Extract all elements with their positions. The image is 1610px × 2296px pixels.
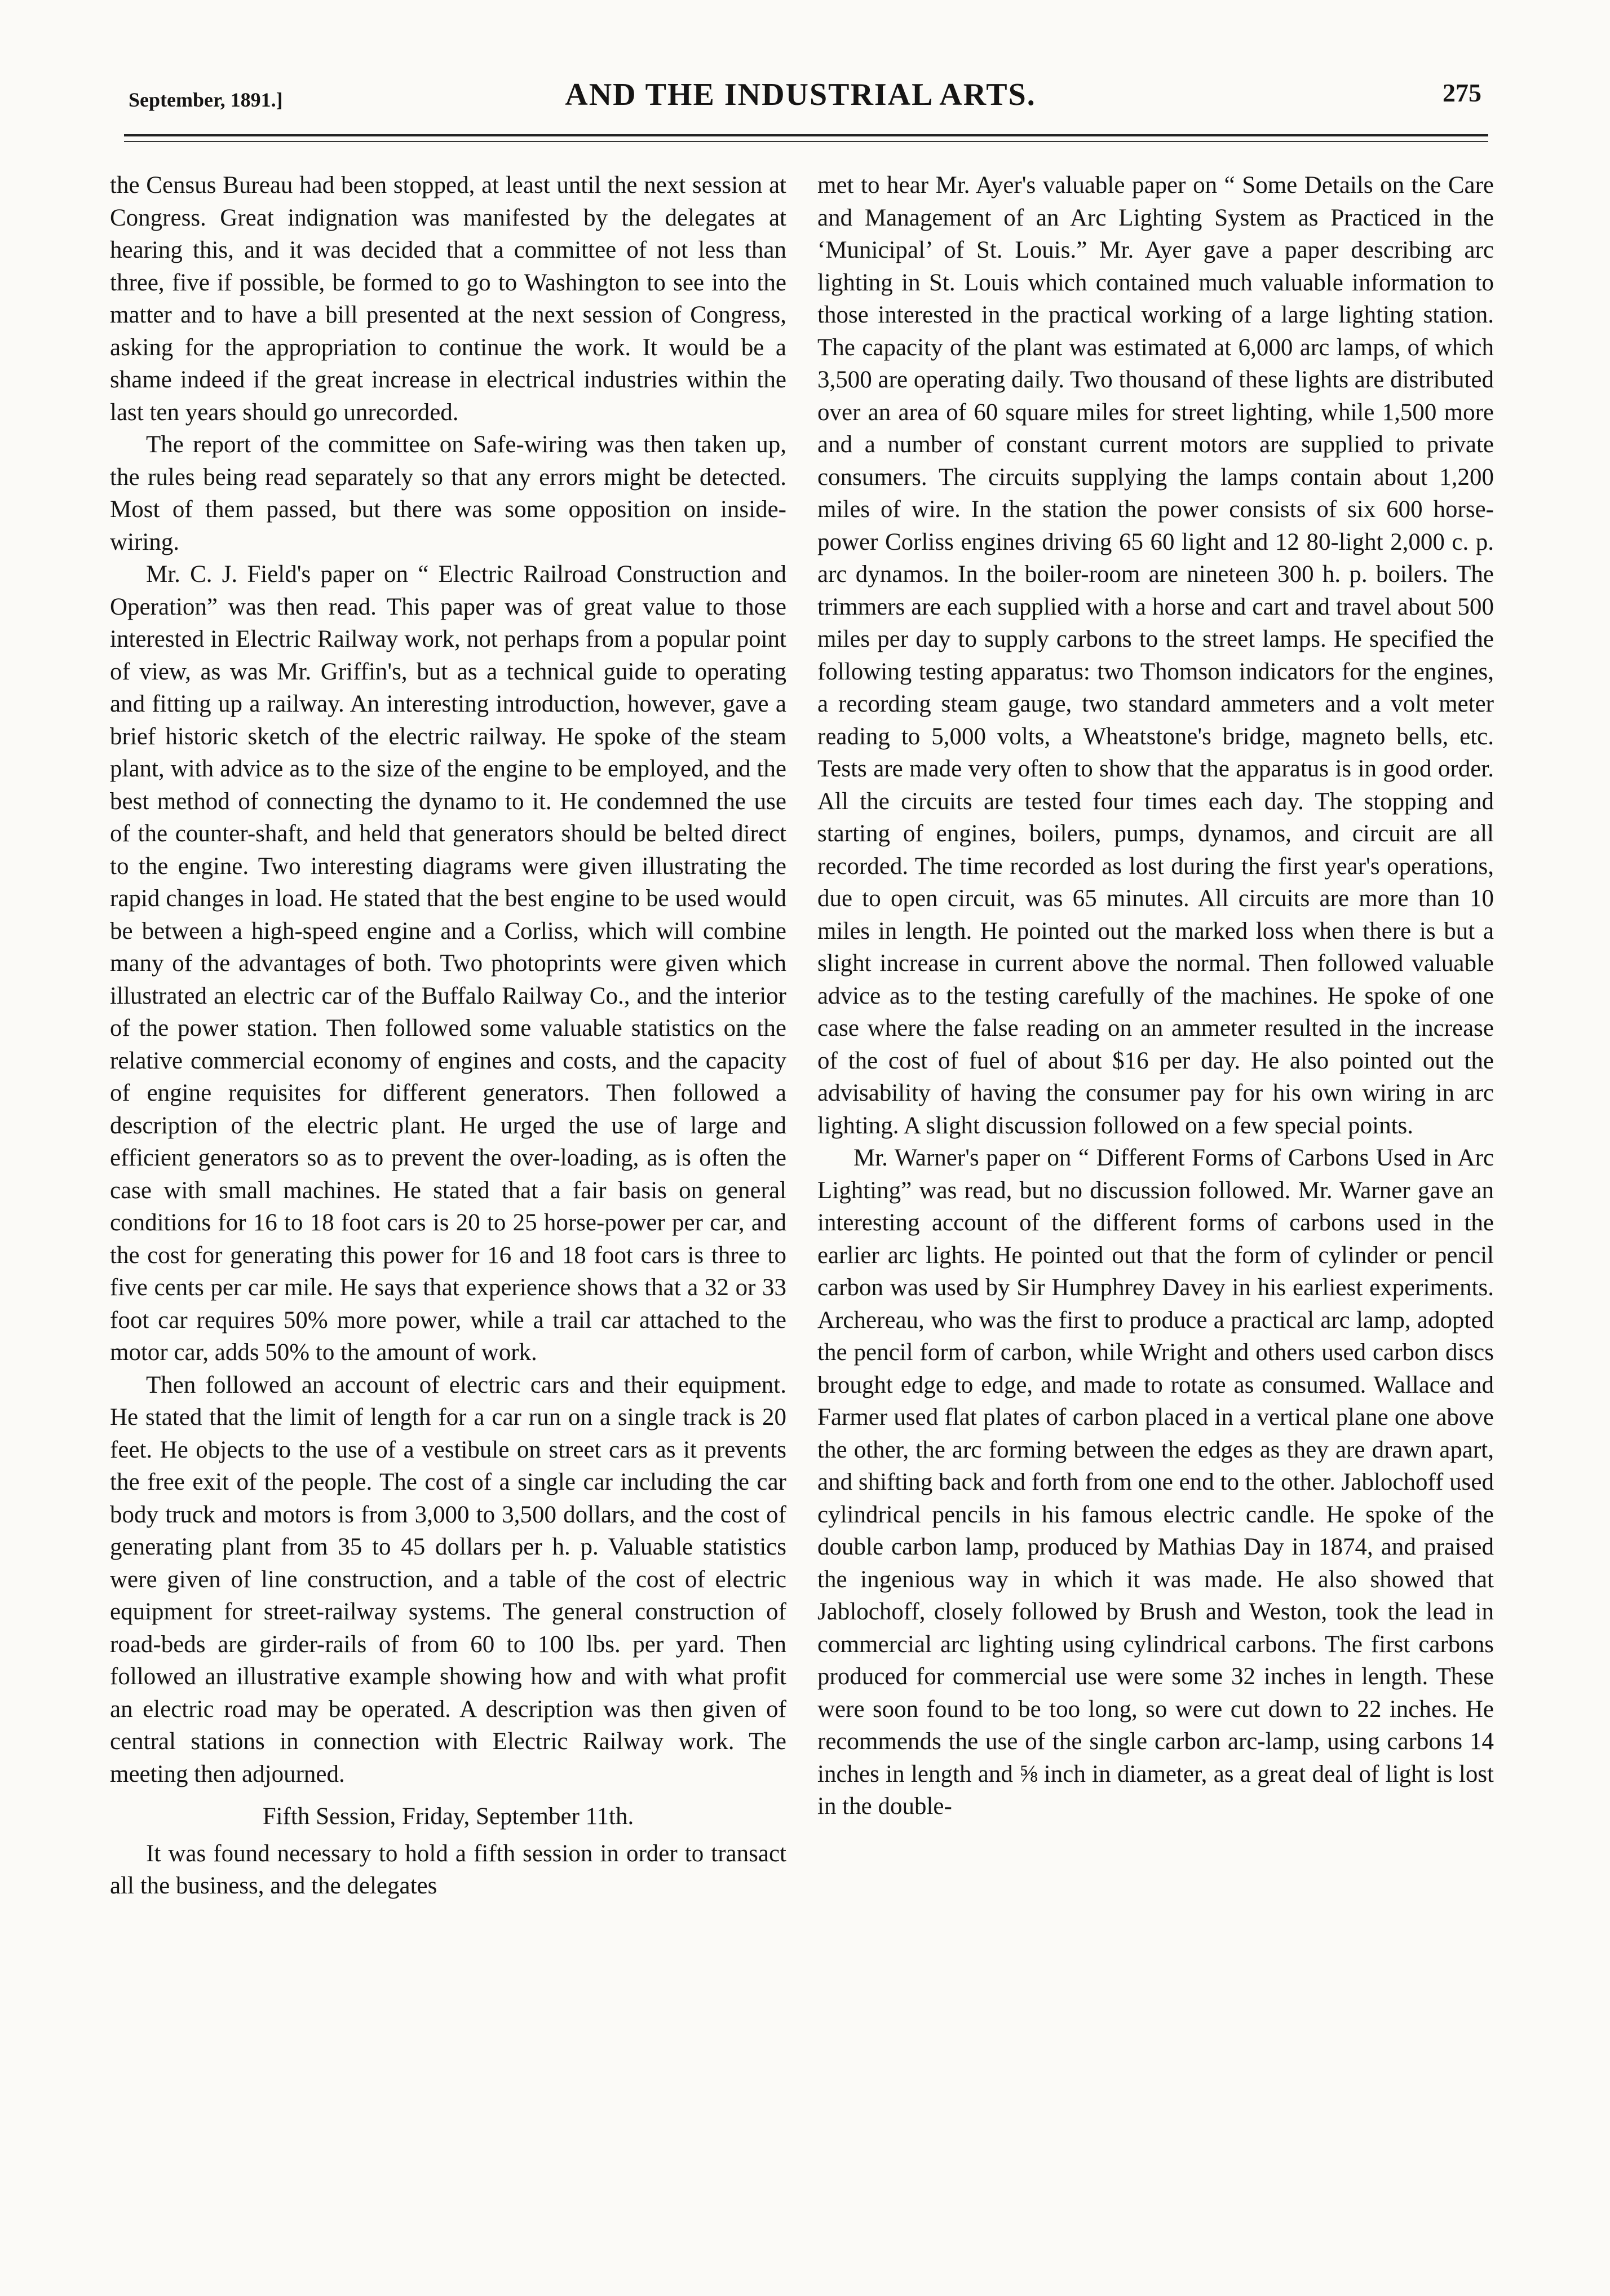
section-heading: Fifth Session, Friday, September 11th.: [262, 1803, 634, 1830]
header-rule-thin: [124, 141, 1488, 142]
page-number: 275: [1443, 78, 1481, 107]
paragraph: met to hear Mr. Ayer's valuable paper on “ Some Details on the Care and Management of an Arc Lighting System as Practiced in the ‘Municipal’ of St. Louis.” Mr. Ayer gave a paper describing arc lighting in St. Louis which contained much valuable information to those interested in the practical working of a large lighting station. The capacity of the plant was estimated at 6,000 arc lamps, of which 3,500 are operating daily. Two thousand of these lights are distributed over an area of 60 square miles for street lighting, while 1,500 more and a number of constant current motors are supplied to private consumers. The circuits supplying the lamps contain about 1,200 miles of wire. In the station the power consists of six 600 horse-power Corliss engines driving 65 60 light and 12 80-light 2,000 c. p. arc dynamos. In the boiler-room are nineteen 300 h. p. boilers. The trimmers are each supplied with a horse and cart and travel about 500 miles per day to supply carbons to the street lamps. He specified the following testing apparatus: two Thomson indicators for the engines, a recording steam gauge, two standard ammeters and a volt meter reading to 5,000 volts, a Wheatstone's bridge, magneto bells, etc. Tests are made very often to show that the apparatus is in good order. All the circuits are tested four times each day. The stopping and starting of engines, boilers, pumps, dynamos, and circuit are all recorded. The time recorded as lost during the first year's operations, due to open circuit, was 65 minutes. All circuits are more than 10 miles in length. He pointed out the marked loss when there is but a slight increase in current above the normal. Then followed valuable advice as to the testing carefully of the machines. He spoke of one case where the false reading on an ammeter resulted in the increase of the cost of fuel of about $16 per day. He also pointed out the advisability of having the consumer pay for his own wiring in arc lighting. A slight discussion followed on a few special points.: [817, 172, 1494, 1139]
running-title: AND THE INDUSTRIAL ARTS.: [565, 77, 1036, 112]
paragraph: The report of the committee on Safe-wiring was then taken up, the rules being read separately so that any errors might be detected. Most of them passed, but there was some opposition on inside-wiring.: [110, 431, 786, 555]
paragraph: It was found necessary to hold a fifth session in order to transact all the business, and the delegates: [110, 1840, 786, 1899]
header-rule-thick: [124, 134, 1488, 136]
paragraph: Mr. Warner's paper on “ Different Forms of Carbons Used in Arc Lighting” was read, but no discussion followed. Mr. Warner gave an interesting account of the different forms of carbons used in the earlier arc lights. He pointed out that the form of cylinder or pencil carbon was used by Sir Humphrey Davey in his earliest experiments. Archereau, who was the first to produce a practical arc lamp, adopted the pencil form of carbon, while Wright and others used carbon discs brought edge to edge, and made to rotate as consumed. Wallace and Farmer used flat plates of carbon placed in a vertical plane one above the other, the arc forming between the edges as they are drawn apart, and shifting back and forth from one end to the other. Jablochoff used cylindrical pencils in his famous electric candle. He spoke of the double carbon lamp, produced by Mathias Day in 1874, and praised the ingenious way in which it was made. He also showed that Jablochoff, closely followed by Brush and Weston, took the lead in commercial arc lighting using cylindrical carbons. The first carbons produced for commercial use were some 32 inches in length. These were soon found to be too long, so were cut down to 22 inches. He recommends the use of the single carbon arc-lamp, using carbons 14 inches in length and ⅝ inch in diameter, as a great deal of light is lost in the double-: [817, 1145, 1494, 1820]
left-column: [110, 169, 786, 1902]
page-header: [113, 68, 1488, 130]
issue-date: September, 1891.]: [129, 89, 283, 111]
paragraph: Mr. C. J. Field's paper on “ Electric Railroad Construction and Operation” was then read. This paper was of great value to those interested in Electric Railway work, not perhaps from a popular point of view, as was Mr. Griffin's, but as a technical guide to operating and fitting up a railway. An interesting introduction, however, gave a brief historic sketch of the electric railway. He spoke of the steam plant, with advice as to the size of the engine to be employed, and the best method of connecting the dynamo to it. He condemned the use of the counter-shaft, and held that generators should be belted direct to the engine. Two interesting diagrams were given illustrating the rapid changes in load. He stated that the best engine to be used would be between a high-speed engine and a Corliss, which will combine many of the advantages of both. Two photoprints were given which illustrated an electric car of the Buffalo Railway Co., and the interior of the power station. Then followed some valuable statistics on the relative commercial economy of engines and costs, and the capacity of engine requisites for different generators. Then followed a description of the electric plant. He urged the use of large and efficient generators so as to prevent the over-loading, as is often the case with small machines. He stated that a fair basis on general conditions for 16 to 18 foot cars is 20 to 25 horse-power per car, and the cost for generating this power for 16 and 18 foot cars is three to five cents per car mile. He says that experience shows that a 32 or 33 foot car requires 50% more power, while a trail car attached to the motor car, adds 50% to the amount of work.: [110, 561, 786, 1366]
paragraph: the Census Bureau had been stopped, at least until the next session at Congress. Great indignation was manifested by the delegates at hearing this, and it was decided that a committee of not less than three, five if possible, be formed to go to Washington to see into the matter and to have a bill presented at the next session of Congress, asking for the appropriation to continue the work. It would be a shame indeed if the great increase in electrical industries within the last ten years should go unrecorded.: [110, 172, 786, 426]
right-column: [817, 169, 1494, 1823]
paragraph: Then followed an account of electric cars and their equipment. He stated that the limit of length for a car run on a single track is 20 feet. He objects to the use of a vestibule on street cars as it prevents the free exit of the people. The cost of a single car including the car body truck and motors is from 3,000 to 3,500 dollars, and the cost of generating plant from 35 to 45 dollars per h. p. Valuable statistics were given of line construction, and a table of the cost of electric equipment for street-railway systems. The general construction of road-beds are girder-rails of from 60 to 100 lbs. per yard. Then followed an illustrative example showing how and with what profit an electric road may be operated. A description was then given of central stations in connection with Electric Railway work. The meeting then adjourned.: [110, 1371, 786, 1787]
